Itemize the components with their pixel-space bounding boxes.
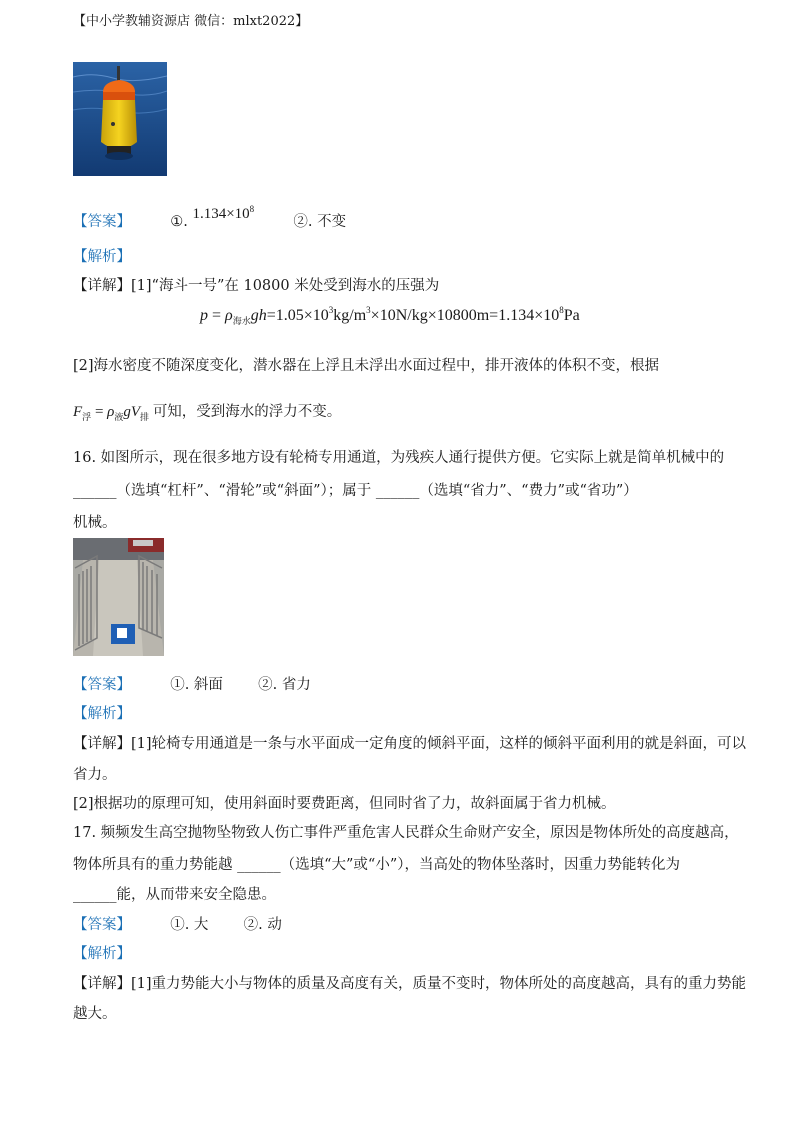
q15-detail-1: 【详解】[1]“海斗一号”在 10800 米处受到海水的压强为 — [73, 278, 440, 294]
q17-line-1: 17. 频频发生高空抛物坠物致人伤亡事件严重危害人民群众生命财产安全，原因是物体所处的高度越高， — [73, 825, 739, 841]
answer-1: ①. 大 — [170, 917, 209, 933]
q17-analysis-tag: 【解析】 — [73, 946, 131, 962]
q16-detail-1a: 【详解】[1]轮椅专用通道是一条与水平面成一定角度的倾斜平面，这样的倾斜平面利用的就是斜面，可以 — [73, 736, 747, 752]
answer-1-value: $1.134\times 10^8$ — [192, 204, 255, 222]
q17-detail-1b: 越大。 — [73, 1006, 117, 1022]
q16-analysis-tag: 【解析】 — [73, 706, 131, 722]
q16-detail-1b: 省力。 — [73, 767, 117, 783]
q17-answer-line: 【答案】 ①. 大 ②. 动 — [73, 917, 282, 933]
answer-1-prefix: ①. — [170, 214, 188, 230]
q16-detail-2: [2]根据功的原理可知，使用斜面时要费距离，但同时省了力，故斜面属于省力机械。 — [73, 796, 616, 812]
submersible-photo — [73, 62, 167, 176]
pressure-formula: $p = \rho_{海水}gh=1.05\times 10^3kg/m^3\times 10N/kg\times 10800m=1.134\times 10^8Pa$ — [200, 305, 580, 326]
q16-line-1: 16. 如图所示，现在很多地方设有轮椅专用通道，为残疾人通行提供方便。它实际上就是简单机械中的 — [73, 450, 725, 466]
wheelchair-ramp-photo — [73, 538, 164, 656]
q15-answer-line — [73, 204, 347, 232]
q17-line-3: ______能，从而带来安全隐患。 — [73, 887, 276, 903]
answer-2: ②. 动 — [243, 917, 282, 933]
q16-line-3: 机械。 — [73, 515, 117, 531]
q15-detail-2: [2]海水密度不随深度变化，潜水器在上浮且未浮出水面过程中，排开液体的体积不变，根据 — [73, 358, 660, 374]
answer-2: ②. 不变 — [293, 214, 347, 230]
q17-line-2: 物体所具有的重力势能越 ______（选填“大”或“小”），当高处的物体坠落时，因重力势能转化为 — [73, 857, 681, 873]
answer-tag: 【答案】 — [73, 214, 131, 230]
q16-line-2: ______（选填“杠杆”、“滑轮”或“斜面”）；属于 ______（选填“省力”、“费力”或“省功”） — [73, 483, 638, 499]
answer-2: ②. 省力 — [258, 677, 311, 693]
watermark: 【中小学教辅资源店 微信：mlxt2022】 — [73, 14, 309, 29]
q16-answer-line: 【答案】 ①. 斜面 ②. 省力 — [73, 677, 311, 693]
buoyancy-formula: $F_浮 = \rho_液gV_排$ — [73, 404, 150, 422]
detail-tag: 【详解】 — [73, 278, 131, 294]
q15-detail-3: $F_浮 = \rho_液gV_排$ 可知，受到海水的浮力不变。 — [73, 404, 342, 422]
q15-analysis-tag: 【解析】 — [73, 249, 131, 265]
answer-1: ①. 斜面 — [170, 677, 223, 693]
q17-detail-1a: 【详解】[1]重力势能大小与物体的质量及高度有关，质量不变时，物体所处的高度越高，具有的重力势能 — [73, 976, 747, 992]
